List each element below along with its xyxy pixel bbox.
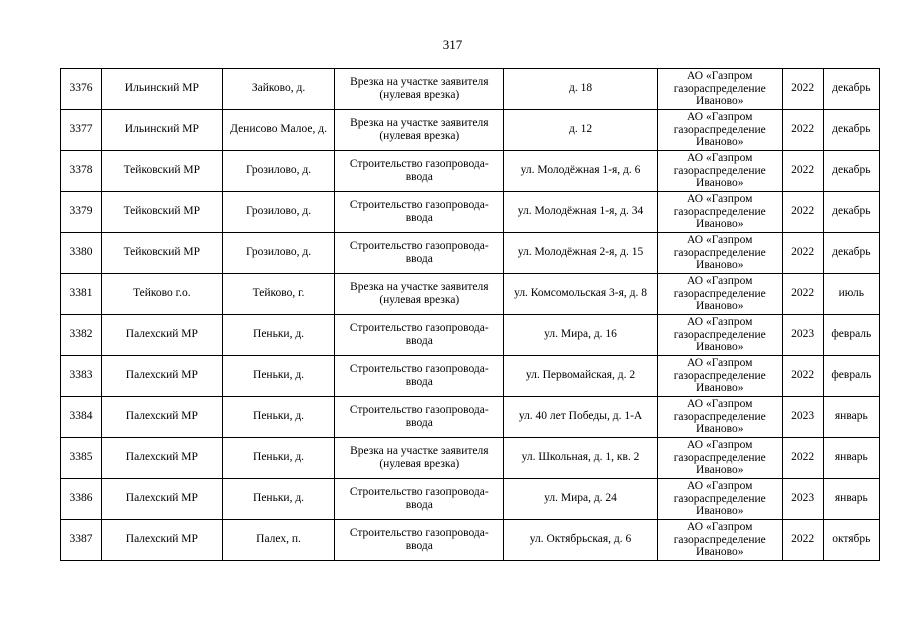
- month-cell: декабрь: [823, 192, 879, 233]
- month-cell: декабрь: [823, 151, 879, 192]
- month-cell: февраль: [823, 315, 879, 356]
- month-cell: октябрь: [823, 520, 879, 561]
- month-cell: июль: [823, 274, 879, 315]
- year-cell: 2022: [782, 438, 823, 479]
- month-cell: декабрь: [823, 69, 879, 110]
- district-cell: Тейковский МР: [101, 233, 222, 274]
- work-type-cell: Строительство газопровода-ввода: [335, 233, 504, 274]
- year-cell: 2022: [782, 192, 823, 233]
- month-cell: декабрь: [823, 110, 879, 151]
- table-row: [61, 315, 880, 356]
- year-cell: 2022: [782, 233, 823, 274]
- address-cell: ул. 40 лет Победы, д. 1-А: [504, 397, 658, 438]
- locality-cell: Грозилово, д.: [222, 233, 335, 274]
- table-row: [61, 151, 880, 192]
- district-cell: Тейково г.о.: [101, 274, 222, 315]
- locality-cell: Денисово Малое, д.: [222, 110, 335, 151]
- work-type-cell: Строительство газопровода-ввода: [335, 356, 504, 397]
- locality-cell: Зайково, д.: [222, 69, 335, 110]
- address-cell: ул. Первомайская, д. 2: [504, 356, 658, 397]
- table-row: [61, 397, 880, 438]
- district-cell: Тейковский МР: [101, 151, 222, 192]
- table-row: [61, 192, 880, 233]
- address-cell: ул. Молодёжная 1-я, д. 6: [504, 151, 658, 192]
- work-type-cell: Врезка на участке заявителя (нулевая врезка): [335, 274, 504, 315]
- district-cell: Палехский МР: [101, 315, 222, 356]
- table-row: [61, 233, 880, 274]
- organization-cell: АО «Газпром газораспределение Иваново»: [657, 356, 782, 397]
- address-cell: ул. Мира, д. 16: [504, 315, 658, 356]
- address-cell: ул. Октябрьская, д. 6: [504, 520, 658, 561]
- locality-cell: Грозилово, д.: [222, 151, 335, 192]
- district-cell: Ильинский МР: [101, 110, 222, 151]
- year-cell: 2022: [782, 110, 823, 151]
- table-row: [61, 438, 880, 479]
- locality-cell: Пеньки, д.: [222, 356, 335, 397]
- district-cell: Палехский МР: [101, 520, 222, 561]
- locality-cell: Грозилово, д.: [222, 192, 335, 233]
- district-cell: Палехский МР: [101, 479, 222, 520]
- year-cell: 2022: [782, 274, 823, 315]
- address-cell: ул. Молодёжная 2-я, д. 15: [504, 233, 658, 274]
- year-cell: 2022: [782, 69, 823, 110]
- page-number: 317: [442, 37, 463, 52]
- organization-cell: АО «Газпром газораспределение Иваново»: [657, 397, 782, 438]
- year-cell: 2023: [782, 479, 823, 520]
- district-cell: Палехский МР: [101, 356, 222, 397]
- organization-cell: АО «Газпром газораспределение Иваново»: [657, 233, 782, 274]
- work-type-cell: Врезка на участке заявителя (нулевая врезка): [335, 438, 504, 479]
- organization-cell: АО «Газпром газораспределение Иваново»: [657, 520, 782, 561]
- table-row: [61, 110, 880, 151]
- locality-cell: Пеньки, д.: [222, 438, 335, 479]
- table-body: [61, 69, 880, 561]
- month-cell: декабрь: [823, 233, 879, 274]
- table-row: [61, 69, 880, 110]
- work-type-cell: Строительство газопровода-ввода: [335, 192, 504, 233]
- district-cell: Палехский МР: [101, 397, 222, 438]
- district-cell: Палехский МР: [101, 438, 222, 479]
- work-type-cell: Строительство газопровода-ввода: [335, 397, 504, 438]
- table-row: [61, 274, 880, 315]
- month-cell: февраль: [823, 356, 879, 397]
- table-row: [61, 479, 880, 520]
- row-number-cell: 3377: [61, 110, 102, 151]
- work-type-cell: Строительство газопровода-ввода: [335, 479, 504, 520]
- row-number-cell: 3379: [61, 192, 102, 233]
- organization-cell: АО «Газпром газораспределение Иваново»: [657, 479, 782, 520]
- table-row: [61, 356, 880, 397]
- locality-cell: Тейково, г.: [222, 274, 335, 315]
- organization-cell: АО «Газпром газораспределение Иваново»: [657, 438, 782, 479]
- row-number-cell: 3381: [61, 274, 102, 315]
- year-cell: 2022: [782, 520, 823, 561]
- table-row: [61, 520, 880, 561]
- locality-cell: Палех, п.: [222, 520, 335, 561]
- month-cell: январь: [823, 397, 879, 438]
- work-type-cell: Врезка на участке заявителя (нулевая врезка): [335, 110, 504, 151]
- locality-cell: Пеньки, д.: [222, 479, 335, 520]
- row-number-cell: 3386: [61, 479, 102, 520]
- row-number-cell: 3376: [61, 69, 102, 110]
- year-cell: 2022: [782, 151, 823, 192]
- row-number-cell: 3383: [61, 356, 102, 397]
- row-number-cell: 3380: [61, 233, 102, 274]
- year-cell: 2023: [782, 315, 823, 356]
- organization-cell: АО «Газпром газораспределение Иваново»: [657, 151, 782, 192]
- row-number-cell: 3385: [61, 438, 102, 479]
- district-cell: Ильинский МР: [101, 69, 222, 110]
- address-cell: ул. Молодёжная 1-я, д. 34: [504, 192, 658, 233]
- row-number-cell: 3378: [61, 151, 102, 192]
- work-type-cell: Строительство газопровода-ввода: [335, 520, 504, 561]
- work-type-cell: Строительство газопровода-ввода: [335, 315, 504, 356]
- row-number-cell: 3387: [61, 520, 102, 561]
- gasification-table: [60, 68, 880, 561]
- year-cell: 2022: [782, 356, 823, 397]
- month-cell: январь: [823, 479, 879, 520]
- organization-cell: АО «Газпром газораспределение Иваново»: [657, 274, 782, 315]
- organization-cell: АО «Газпром газораспределение Иваново»: [657, 110, 782, 151]
- district-cell: Тейковский МР: [101, 192, 222, 233]
- address-cell: д. 18: [504, 69, 658, 110]
- row-number-cell: 3384: [61, 397, 102, 438]
- address-cell: д. 12: [504, 110, 658, 151]
- address-cell: ул. Мира, д. 24: [504, 479, 658, 520]
- organization-cell: АО «Газпром газораспределение Иваново»: [657, 315, 782, 356]
- month-cell: январь: [823, 438, 879, 479]
- organization-cell: АО «Газпром газораспределение Иваново»: [657, 192, 782, 233]
- work-type-cell: Строительство газопровода-ввода: [335, 151, 504, 192]
- locality-cell: Пеньки, д.: [222, 315, 335, 356]
- row-number-cell: 3382: [61, 315, 102, 356]
- address-cell: ул. Школьная, д. 1, кв. 2: [504, 438, 658, 479]
- organization-cell: АО «Газпром газораспределение Иваново»: [657, 69, 782, 110]
- work-type-cell: Врезка на участке заявителя (нулевая врезка): [335, 69, 504, 110]
- year-cell: 2023: [782, 397, 823, 438]
- address-cell: ул. Комсомольская 3-я, д. 8: [504, 274, 658, 315]
- locality-cell: Пеньки, д.: [222, 397, 335, 438]
